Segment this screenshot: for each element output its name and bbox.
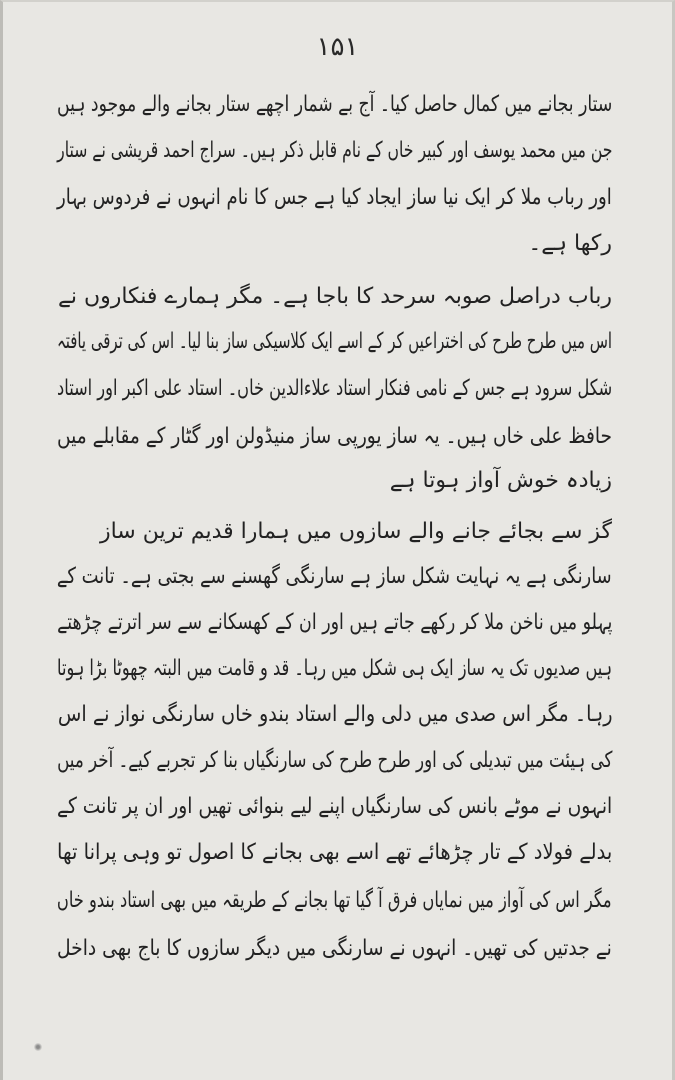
text-line: اس میں طرح طرح کی اختراعیں کر کے اسے ایک کلاسیکی ساز بنا لیا۔ اس کی ترقی یافتہ: [56, 329, 612, 354]
text-line: رباب دراصل صوبہ سرحد کا باجا ہے۔ مگر ہمارے فنکاروں نے: [57, 284, 612, 309]
text-line: سارنگی ہے یہ نہایت شکل ساز ہے سارنگی گھسنے سے بجتی ہے۔ تانت کے: [57, 564, 612, 589]
text-line: بدلے فولاد کے تار چڑھائے تھے اسے بھی بجانے کا اصول تو وہی پرانا تھا: [56, 840, 612, 865]
text-line: کی ہیئت میں تبدیلی کی اور طرح طرح کی سارنگیاں بنا کر تجربے کیے۔ آخر میں: [56, 748, 612, 773]
paper-speck: [33, 1042, 43, 1052]
text-line: حافظ علی خاں ہیں۔ یہ ساز یورپی ساز منیڈولن اور گٹار کے مقابلے میں: [56, 424, 612, 449]
page-number: ۱۵۱: [316, 32, 359, 62]
text-line: مگر اس کی آواز میں نمایاں فرق آ گیا تھا بجانے کے طریقہ میں بھی استاد بندو خاں: [57, 888, 612, 913]
text-line: ستار بجانے میں کمال حاصل کیا۔ آج بے شمار اچھے ستار بجانے والے موجود ہیں: [56, 92, 612, 117]
text-line: جن میں محمد یوسف اور کبیر خاں کے نام قابل ذکر ہیں۔ سراج احمد قریشی نے ستار: [56, 138, 612, 163]
text-line: شکل سرود ہے جس کے نامی فنکار استاد علاءالدین خاں۔ استاد علی اکبر اور استاد: [56, 376, 612, 401]
text-line: انہوں نے موٹے بانس کی سارنگیاں اپنے لیے بنوائی تھیں اور ان پر تانت کے: [56, 794, 612, 819]
text-line: اور رباب ملا کر ایک نیا ساز ایجاد کیا ہے جس کا نام انہوں نے فردوس بہار: [57, 185, 612, 210]
text-line: نے جدتیں کی تھیں۔ انہوں نے سارنگی میں دیگر سازوں کا باج بھی داخل: [57, 936, 612, 961]
text-line: ہیں صدیوں تک یہ ساز ایک ہی شکل میں رہا۔ قد و قامت میں البتہ چھوٹا بڑا ہوتا: [56, 656, 612, 681]
text-line: زیادہ خوش آواز ہوتا ہے: [389, 468, 612, 493]
text-line: رکھا ہے۔: [528, 231, 612, 256]
text-line: پہلو میں ناخن ملا کر رکھے جاتے ہیں اور ان کے کھسکانے سے سر اترتے چڑھتے: [56, 610, 612, 635]
text-line: رہا۔ مگر اس صدی میں دلی والے استاد بندو خاں سارنگی نواز نے اس: [57, 702, 612, 727]
text-line: گز سے بجائے جانے والے سازوں میں ہمارا قدیم ترین ساز: [99, 519, 612, 544]
